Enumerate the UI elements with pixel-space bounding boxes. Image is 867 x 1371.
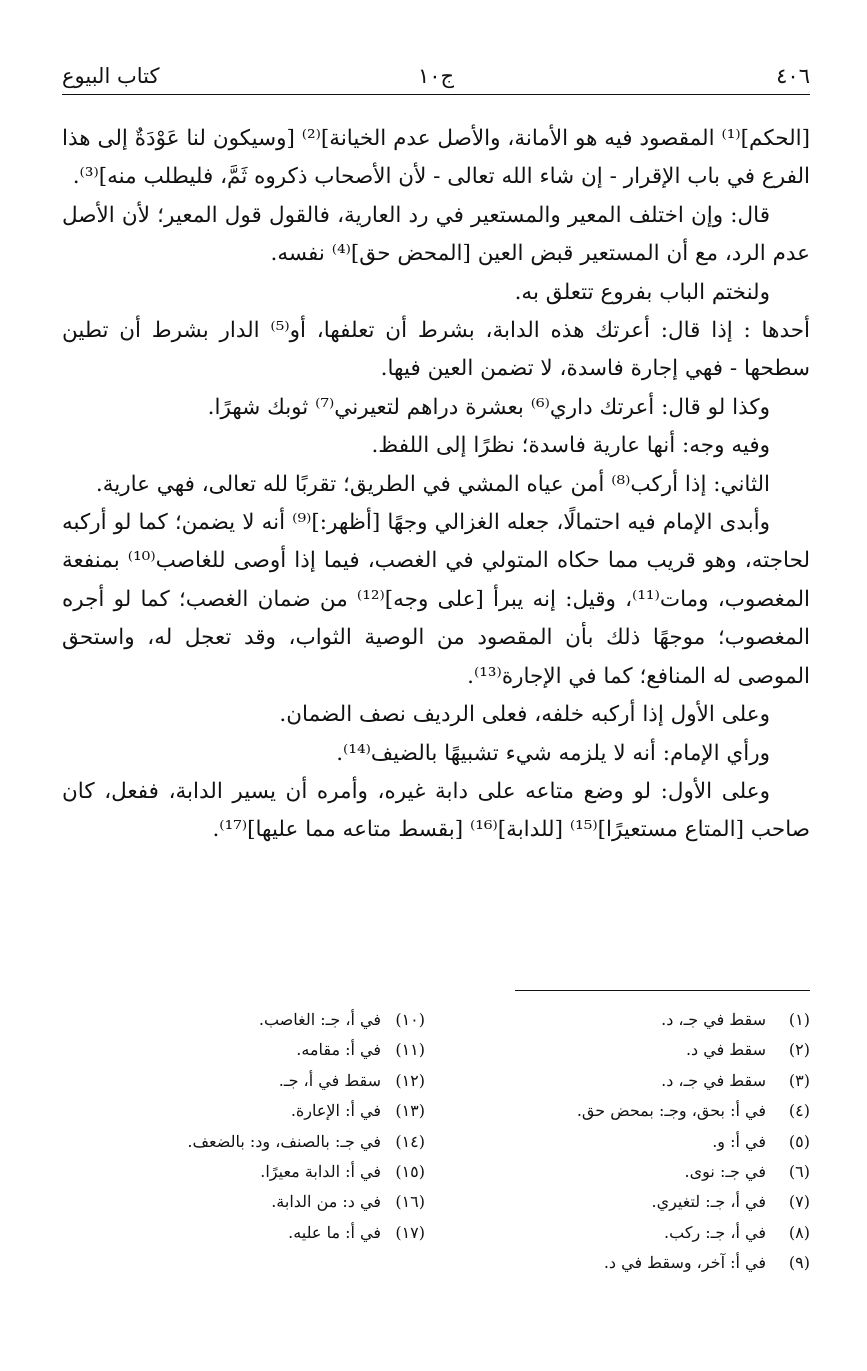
- footnote-text: سقط في جـ، د.: [661, 1010, 766, 1029]
- footnote-number: (١٠): [395, 1010, 425, 1029]
- footnote-number: (٣): [788, 1070, 810, 1090]
- footnote: [450, 1066, 810, 1096]
- footnotes-column-left: [65, 1005, 425, 1248]
- footnote-number: (٦): [788, 1162, 810, 1182]
- footnote: [450, 1218, 810, 1248]
- footnote-number: (٧): [788, 1192, 810, 1212]
- footnote: [65, 1005, 425, 1035]
- footnote-text: سقط في أ، جـ.: [278, 1070, 381, 1090]
- footnote-number: (١١): [395, 1040, 425, 1060]
- paragraph: أحدها : إذا قال: أعرتك هذه الدابة، بشرط أن تعلفها، أو⁽⁵⁾ الدار بشرط أن تطين سطحها - فهي إجارة فاسدة، لا تضمن العين فيها.: [62, 318, 810, 382]
- footnote-text: في أ: ما عليه.: [288, 1222, 381, 1242]
- footnote-text: في أ: الدابة معيرًا.: [260, 1162, 381, 1182]
- footnote: [450, 1005, 810, 1035]
- footnote: [450, 1096, 810, 1126]
- footnote: [65, 1035, 425, 1065]
- footnote-text: في أ، جـ: الغاصب.: [258, 1010, 381, 1029]
- footnote: [450, 1035, 810, 1065]
- footnote-text: في جـ: نوى.: [684, 1162, 766, 1182]
- footnote-text: في أ: مقامه.: [296, 1040, 381, 1060]
- footnote: [65, 1157, 425, 1187]
- footnote-number: (٢): [788, 1040, 810, 1060]
- footnote-number: (٨): [788, 1222, 810, 1242]
- footnote-number: (٩): [788, 1253, 810, 1273]
- footnote-number: (١٦): [395, 1192, 425, 1212]
- paragraph: وفيه وجه: أنها عارية فاسدة؛ نظرًا إلى اللفظ.: [371, 433, 770, 459]
- footnote-number: (١٥): [395, 1162, 425, 1182]
- paragraph: وعلى الأول إذا أركبه خلفه، فعلى الرديف نصف الضمان.: [279, 702, 770, 728]
- footnote: [450, 1248, 810, 1278]
- footnote-number: (١٣): [395, 1101, 425, 1121]
- paragraph: ورأي الإمام: أنه لا يلزمه شيء تشبيهًا بالضيف⁽¹⁴⁾.: [336, 740, 770, 766]
- footnote: [65, 1066, 425, 1096]
- footnote-separator: [515, 990, 810, 991]
- paragraph: [الحكم]⁽¹⁾ المقصود فيه هو الأمانة، والأصل عدم الخيانة]⁽²⁾ [وسيكون لنا عَوْدَةٌ إلى هذا الفرع في باب الإقرار - إن شاء الله تعالى - لأن الأصحاب ذكروه ثَمَّ، فليطلب منه]⁽³⁾.: [62, 126, 811, 190]
- footnote: [450, 1127, 810, 1157]
- footnote-text: في أ: بحق، وجـ: بمحض حق.: [576, 1101, 766, 1121]
- footnote: [65, 1096, 425, 1126]
- footnote-text: في جـ: بالصنف، ود: بالضعف.: [187, 1131, 381, 1151]
- footnote-number: (١٧): [395, 1222, 425, 1242]
- footnote-text: سقط في جـ، د.: [661, 1070, 766, 1090]
- footnote-text: في أ: الإعارة.: [290, 1101, 381, 1121]
- running-header: [62, 58, 810, 95]
- book-title: كتاب البيوع: [62, 64, 160, 88]
- paragraph: ولنختم الباب بفروع تتعلق به.: [514, 279, 770, 305]
- paragraph: وعلى الأول: لو وضع متاعه على دابة غيره، وأمره أن يسير الدابة، ففعل، كان صاحب [المتاع مستعيرًا]⁽¹⁵⁾ [للدابة]⁽¹⁶⁾ [بقسط متاعه مما عليها]⁽¹⁷⁾.: [62, 778, 810, 843]
- footnote-number: (٤): [788, 1101, 810, 1121]
- footnote-number: (١٢): [395, 1070, 425, 1090]
- paragraph: الثاني: إذا أركب⁽⁸⁾ أمن عياه المشي في الطريق؛ تقربًا لله تعالى، فهي عارية.: [95, 471, 770, 497]
- footnote: [450, 1157, 810, 1187]
- footnote-number: (٥): [788, 1131, 810, 1151]
- footnote-text: في د: من الدابة.: [271, 1192, 381, 1212]
- paragraph: وأبدى الإمام فيه احتمالًا، جعله الغزالي وجهًا [أظهر:]⁽⁹⁾ أنه لا يضمن؛ كما لو أركبه لحاجته، وهو قريب مما حكاه المتولي في الغصب، فيما إذا أوصى للغاصب⁽¹⁰⁾ بمنفعة المغصوب، ومات⁽¹¹⁾، وقيل: إنه يبرأ [على وجه]⁽¹²⁾ من ضمان الغصب؛ كما لو أجره المغصوب؛ موجهًا ذلك بأن المقصود من الوصية الثواب، وقد تعجل له، واستحق الموصى له المنافع؛ كما في الإجارة⁽¹³⁾.: [62, 510, 810, 689]
- footnote-number: (١): [788, 1010, 810, 1029]
- paragraph: قال: وإن اختلف المعير والمستعير في رد العارية، فالقول قول المعير؛ لأن الأصل عدم الرد، مع أن المستعير قبض العين [المحض حق]⁽⁴⁾ نفسه.: [62, 202, 810, 267]
- footnote-number: (١٤): [395, 1131, 425, 1151]
- volume-label: ج١٠: [417, 64, 455, 88]
- footnote: [65, 1127, 425, 1157]
- footnote-text: في أ: و.: [712, 1131, 766, 1151]
- footnote: [65, 1187, 425, 1217]
- paragraph: وكذا لو قال: أعرتك داري⁽⁶⁾ بعشرة دراهم لتعيرني⁽⁷⁾ ثوبك شهرًا.: [207, 394, 770, 420]
- footnote-text: سقط في د.: [685, 1040, 766, 1060]
- footnotes-column-right: [450, 1005, 810, 1279]
- footnote-text: في أ: آخر، وسقط في د.: [603, 1253, 766, 1273]
- footnote: [65, 1218, 425, 1248]
- footnote-text: في أ، جـ: ركب.: [664, 1222, 766, 1242]
- footnote: [450, 1187, 810, 1217]
- page-number: ٤٠٦: [776, 64, 810, 88]
- footnote-text: في أ، جـ: لتغيري.: [651, 1192, 766, 1212]
- main-text: [62, 120, 810, 850]
